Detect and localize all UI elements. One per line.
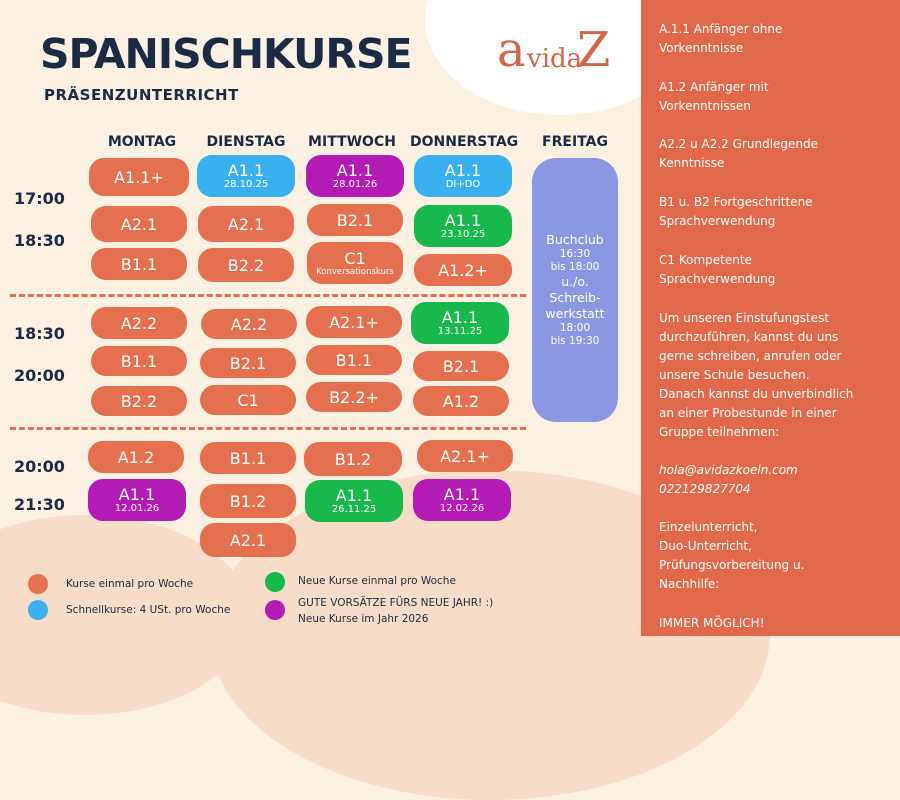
legend-label: GUTE VORSÄTZE FÜRS NEUE JAHR! :) (298, 597, 494, 609)
course-pill: B2.2+ (306, 382, 402, 412)
placement-test-info: Um unseren Einstufungstest durchzuführen, kannst du uns gerne schreiben, anrufen oder unsere Schule besuchen. Danach kannst du unverbindlich an einer Probestunde in einer Gruppe teilnehmen: (659, 311, 854, 439)
section-divider (10, 294, 526, 297)
course-pill: A1.2 (413, 386, 509, 416)
time-label: 18:30 (14, 231, 65, 250)
day-header-monday: MONTAG (107, 134, 177, 150)
course-pill: A2.2 (201, 309, 297, 339)
course-pill: A1.1 28.10.25 (197, 155, 295, 197)
course-pill: B2.2 (91, 386, 187, 416)
course-pill: B2.2 (198, 248, 294, 282)
course-pill: A1.1 23.10.25 (414, 205, 512, 247)
level-description: A2.2 u A2.2 Grundlegende Kenntnisse (659, 137, 819, 170)
avidaz-logo: a vida Z (497, 22, 611, 78)
legend-label: Neue Kurse einmal pro Woche (298, 575, 456, 587)
course-pill: A1.2 (88, 441, 184, 473)
course-pill: B1.2 (304, 442, 402, 476)
course-pill: B1.1 (91, 346, 187, 376)
course-pill: A1.2+ (414, 254, 512, 286)
day-header-friday: FREITAG (542, 134, 608, 150)
course-pill: B2.1 (200, 348, 296, 378)
course-pill: A1.1 13.11.25 (411, 302, 509, 344)
course-pill: A1.1 26.11.25 (305, 480, 403, 522)
course-pill: A2.2 (91, 307, 187, 339)
time-label: 20:00 (14, 366, 65, 385)
section-divider (10, 427, 526, 430)
contact-email[interactable]: hola@avidazkoeln.com (659, 463, 798, 477)
course-pill: A1.1+ (89, 158, 189, 196)
day-header-thursday: DONNERSTAG (410, 134, 519, 150)
time-label: 21:30 (14, 495, 65, 514)
course-pill: B2.1 (307, 204, 403, 236)
closing-note: IMMER MÖGLICH! (659, 616, 765, 630)
level-description: A.1.1 Anfänger ohne Vorkenntnisse (659, 22, 783, 55)
course-pill: C1 Konversationskurs (307, 242, 403, 284)
legend-dot-purple (265, 600, 285, 620)
course-pill: A2.1 (91, 206, 187, 242)
extra-services: Einzelunterricht, Duo-Unterricht, Prüfungsvorbereitung u. Nachhilfe: (659, 520, 805, 591)
level-description: C1 Kompetente Sprachverwendung (659, 253, 776, 286)
page-subtitle: PRÄSENZUNTERRICHT (44, 86, 239, 104)
level-description: A1.2 Anfänger mit Vorkenntnissen (659, 80, 769, 113)
course-pill: B1.1 (200, 442, 296, 474)
course-pill: B1.1 (91, 248, 187, 280)
time-label: 18:30 (14, 324, 65, 343)
course-pill: A1.1 12.01.26 (88, 479, 186, 521)
course-pill: B1.1 (306, 345, 402, 375)
day-header-wednesday: MITTWOCH (308, 134, 396, 150)
page-title: SPANISCHKURSE (40, 30, 412, 78)
time-label: 20:00 (14, 457, 65, 476)
course-pill: C1 (200, 385, 296, 415)
course-pill: A2.1 (198, 206, 294, 242)
legend-dot-green (265, 572, 285, 592)
contact-phone[interactable]: 022129827704 (659, 482, 751, 496)
legend-label: Kurse einmal pro Woche (66, 578, 194, 590)
course-pill: A2.1+ (306, 306, 402, 338)
course-pill: A2.1 (200, 523, 296, 557)
legend-label: Neue Kurse im Jahr 2026 (298, 613, 429, 625)
course-pill: A2.1+ (417, 440, 513, 472)
friday-activities: Buchclub 16:30 bis 18:00 u./o. Schreib- werkstatt 18:00 bis 19:30 (532, 158, 618, 422)
time-label: 17:00 (14, 189, 65, 208)
course-pill: A1.1 12.02.26 (413, 479, 511, 521)
course-pill: A1.1 DI+DO (414, 155, 512, 197)
legend-label: Schnellkurse: 4 USt. pro Woche (66, 604, 231, 616)
legend-dot-blue (28, 600, 48, 620)
course-pill: B1.2 (200, 484, 296, 518)
legend-dot-orange (28, 574, 48, 594)
course-pill: B2.1 (413, 351, 509, 381)
course-pill: A1.1 28.01.26 (306, 155, 404, 197)
level-description: B1 u. B2 Fortgeschrittene Sprachverwendung (659, 195, 813, 228)
day-header-tuesday: DIENSTAG (206, 134, 286, 150)
